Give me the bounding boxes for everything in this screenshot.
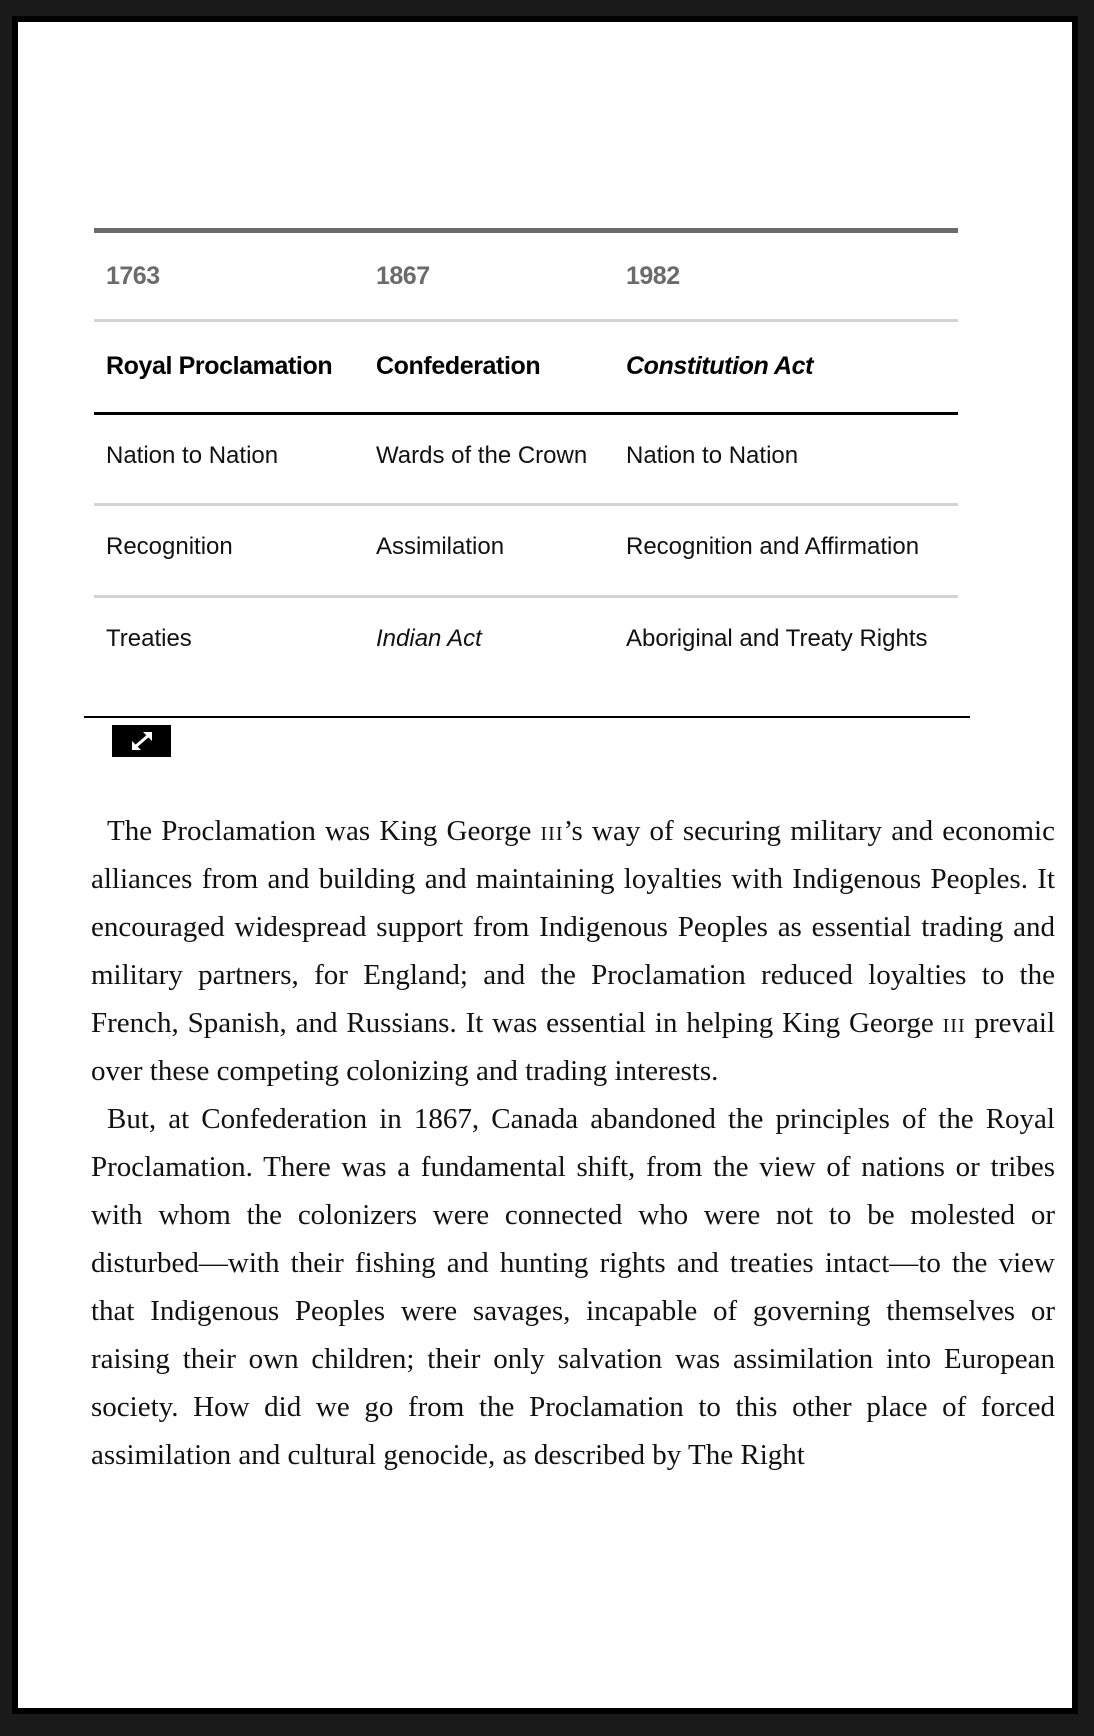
header-royal-proclamation: Royal Proclamation <box>106 352 333 380</box>
header-constitution-act: Constitution Act <box>626 352 814 380</box>
table-cell: Nation to Nation <box>626 442 799 469</box>
table-row <box>94 506 958 595</box>
table-cell: Wards of the Crown <box>376 442 588 469</box>
table-cell: Aboriginal and Treaty Rights <box>626 625 928 652</box>
year-1763: 1763 <box>106 262 160 290</box>
year-1867: 1867 <box>376 262 430 290</box>
table-bottom-rule <box>84 716 970 718</box>
table-row <box>94 598 958 686</box>
table-cell: Recognition <box>106 533 233 560</box>
roman-numeral: iii <box>942 1007 966 1039</box>
paragraph <box>91 807 1055 1095</box>
body-text <box>91 807 1055 1479</box>
expand-arrows-icon <box>129 729 155 753</box>
text-run: prevail over these competing colonizing and trading interests. <box>91 1007 1056 1087</box>
table-cell: Recognition and Affirmation <box>626 533 920 560</box>
paragraph: But, at Confederation in 1867, Canada abandoned the principles of the Royal Proclamation. There was a fundamental shift, from the view of nations or tribes with whom the colonizers were connected who were not to be molested or disturbed—with their fishing and hunting rights and treaties intact—to the view that Indigenous Peoples were savages, incapable of governing themselves or raising their own children; their only salvation was assimilation into European society. How did we go from the Proclamation to this other place of forced assimilation and cultural genocide, as described by The Right <box>91 1103 1055 1471</box>
year-1982: 1982 <box>626 262 680 290</box>
book-page <box>18 22 1072 1708</box>
text-run: The Proclamation was King George <box>107 815 541 847</box>
header-confederation: Confederation <box>376 352 541 380</box>
text-run: ’s way of securing military and economic alliances from and building and maintaining loyalties with Indigenous Peoples. It encouraged widespread support from Indigenous Peoples as essential trading and military partners, for England; and the Proclamation reduced loyalties to the French, Spanish, and Russians. It was essential in helping King George <box>91 815 1055 1039</box>
table-row <box>94 415 958 503</box>
table-cell: Assimilation <box>376 533 505 560</box>
table-cell-indian-act: Indian Act <box>376 625 482 652</box>
header-row <box>94 322 958 412</box>
year-row <box>94 233 958 319</box>
table-cell: Nation to Nation <box>106 442 279 469</box>
table-cell: Treaties <box>106 625 192 652</box>
expand-table-button[interactable] <box>112 725 171 757</box>
roman-numeral: iii <box>540 815 564 847</box>
